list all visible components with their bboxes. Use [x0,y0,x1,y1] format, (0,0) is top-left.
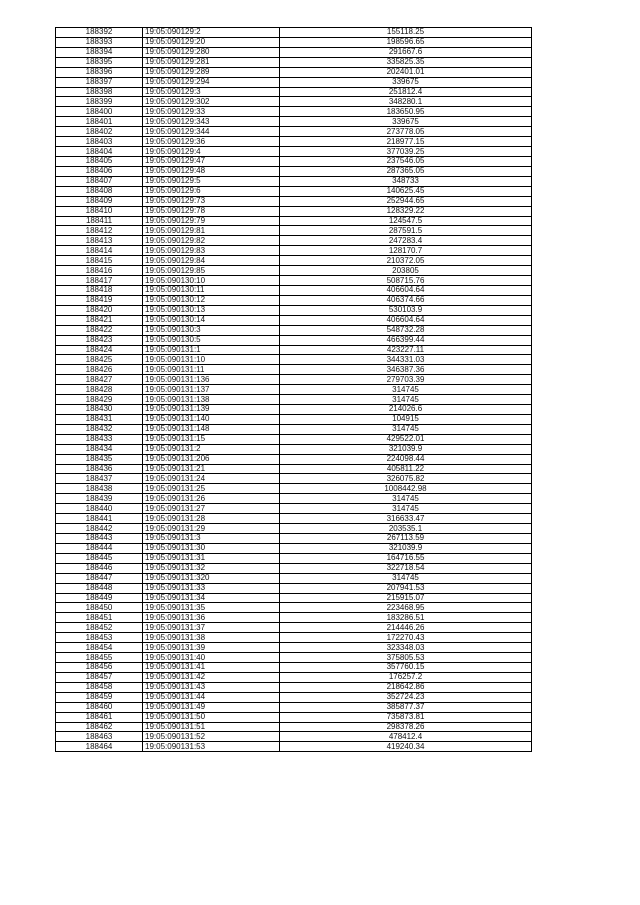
row-number-cell: 188442 [56,524,143,534]
amount-cell: 429522.01 [280,434,532,444]
amount-cell: 377039.25 [280,147,532,157]
amount-cell: 352724.23 [280,692,532,702]
row-number-cell: 188439 [56,494,143,504]
table-row [56,365,532,375]
amount-cell: 273778.05 [280,127,532,137]
table-row [56,156,532,166]
cadastral-number-cell: 19:05:090129:47 [143,156,280,166]
amount-cell: 215915.07 [280,593,532,603]
cadastral-number-cell: 19:05:090131:137 [143,385,280,395]
amount-cell: 247283.4 [280,236,532,246]
cadastral-number-cell: 19:05:090131:21 [143,464,280,474]
table-row [56,67,532,77]
table-row [56,454,532,464]
table-row [56,226,532,236]
row-number-cell: 188449 [56,593,143,603]
cadastral-number-cell: 19:05:090131:27 [143,504,280,514]
amount-cell: 124547.5 [280,216,532,226]
table-row [56,663,532,673]
amount-cell: 214446.26 [280,623,532,633]
row-number-cell: 188425 [56,355,143,365]
cadastral-number-cell: 19:05:090131:140 [143,414,280,424]
cadastral-number-cell: 19:05:090129:5 [143,176,280,186]
table-row [56,464,532,474]
row-number-cell: 188455 [56,653,143,663]
cadastral-number-cell: 19:05:090129:2 [143,28,280,38]
table-row [56,593,532,603]
cadastral-number-cell: 19:05:090131:2 [143,444,280,454]
cadastral-number-cell: 19:05:090129:78 [143,206,280,216]
row-number-cell: 188426 [56,365,143,375]
amount-cell: 530103.9 [280,305,532,315]
table-row [56,543,532,553]
cadastral-number-cell: 19:05:090131:33 [143,583,280,593]
table-row [56,514,532,524]
cadastral-number-cell: 19:05:090131:40 [143,653,280,663]
row-number-cell: 188457 [56,672,143,682]
cadastral-number-cell: 19:05:090129:294 [143,77,280,87]
amount-cell: 478412.4 [280,732,532,742]
table-row [56,414,532,424]
cadastral-number-cell: 19:05:090131:52 [143,732,280,742]
row-number-cell: 188463 [56,732,143,742]
table-row [56,484,532,494]
table-row [56,623,532,633]
table-row [56,504,532,514]
data-table [55,27,532,752]
cadastral-number-cell: 19:05:090131:34 [143,593,280,603]
row-number-cell: 188403 [56,137,143,147]
cadastral-number-cell: 19:05:090129:33 [143,107,280,117]
row-number-cell: 188422 [56,325,143,335]
cadastral-number-cell: 19:05:090131:44 [143,692,280,702]
row-number-cell: 188423 [56,335,143,345]
row-number-cell: 188396 [56,67,143,77]
cadastral-number-cell: 19:05:090129:81 [143,226,280,236]
cadastral-number-cell: 19:05:090129:344 [143,127,280,137]
cadastral-number-cell: 19:05:090131:320 [143,573,280,583]
row-number-cell: 188414 [56,246,143,256]
amount-cell: 287365.05 [280,166,532,176]
amount-cell: 202401.01 [280,67,532,77]
amount-cell: 279703.39 [280,375,532,385]
row-number-cell: 188446 [56,563,143,573]
cadastral-number-cell: 19:05:090130:10 [143,276,280,286]
amount-cell: 218977.15 [280,137,532,147]
amount-cell: 385877.37 [280,702,532,712]
cadastral-number-cell: 19:05:090131:3 [143,534,280,544]
cadastral-number-cell: 19:05:090129:289 [143,67,280,77]
row-number-cell: 188408 [56,186,143,196]
cadastral-number-cell: 19:05:090131:25 [143,484,280,494]
row-number-cell: 188461 [56,712,143,722]
amount-cell: 183650.95 [280,107,532,117]
amount-cell: 316633.47 [280,514,532,524]
amount-cell: 251812.4 [280,87,532,97]
table-row [56,702,532,712]
row-number-cell: 188464 [56,742,143,752]
table-row [56,97,532,107]
table-row [56,325,532,335]
cadastral-number-cell: 19:05:090129:48 [143,166,280,176]
amount-cell: 291667.6 [280,47,532,57]
cadastral-number-cell: 19:05:090131:26 [143,494,280,504]
amount-cell: 198596.65 [280,37,532,47]
row-number-cell: 188409 [56,196,143,206]
row-number-cell: 188412 [56,226,143,236]
row-number-cell: 188427 [56,375,143,385]
table-row [56,147,532,157]
cadastral-number-cell: 19:05:090130:11 [143,285,280,295]
amount-cell: 344331.03 [280,355,532,365]
table-body [56,28,532,752]
table-row [56,246,532,256]
amount-cell: 176257.2 [280,672,532,682]
cadastral-number-cell: 19:05:090129:36 [143,137,280,147]
cadastral-number-cell: 19:05:090130:13 [143,305,280,315]
table-row [56,682,532,692]
row-number-cell: 188399 [56,97,143,107]
amount-cell: 252944.65 [280,196,532,206]
row-number-cell: 188440 [56,504,143,514]
amount-cell: 267113.59 [280,534,532,544]
row-number-cell: 188417 [56,276,143,286]
row-number-cell: 188400 [56,107,143,117]
row-number-cell: 188424 [56,345,143,355]
amount-cell: 322718.54 [280,563,532,573]
row-number-cell: 188413 [56,236,143,246]
cadastral-number-cell: 19:05:090129:3 [143,87,280,97]
amount-cell: 155118.25 [280,28,532,38]
table-row [56,127,532,137]
row-number-cell: 188445 [56,553,143,563]
cadastral-number-cell: 19:05:090131:43 [143,682,280,692]
cadastral-number-cell: 19:05:090131:139 [143,405,280,415]
amount-cell: 348733 [280,176,532,186]
row-number-cell: 188402 [56,127,143,137]
amount-cell: 548732.28 [280,325,532,335]
row-number-cell: 188421 [56,315,143,325]
table-row [56,553,532,563]
cadastral-number-cell: 19:05:090129:85 [143,266,280,276]
amount-cell: 406374.66 [280,295,532,305]
row-number-cell: 188418 [56,285,143,295]
cadastral-number-cell: 19:05:090131:31 [143,553,280,563]
cadastral-number-cell: 19:05:090131:28 [143,514,280,524]
amount-cell: 140625.45 [280,186,532,196]
amount-cell: 405811.22 [280,464,532,474]
amount-cell: 218642.86 [280,682,532,692]
table-row [56,494,532,504]
cadastral-number-cell: 19:05:090130:5 [143,335,280,345]
amount-cell: 223468.95 [280,603,532,613]
cadastral-number-cell: 19:05:090131:15 [143,434,280,444]
table-row [56,474,532,484]
amount-cell: 237546.05 [280,156,532,166]
amount-cell: 1008442.98 [280,484,532,494]
row-number-cell: 188401 [56,117,143,127]
row-number-cell: 188452 [56,623,143,633]
amount-cell: 164716.55 [280,553,532,563]
cadastral-number-cell: 19:05:090129:280 [143,47,280,57]
table-row [56,176,532,186]
row-number-cell: 188430 [56,405,143,415]
table-row [56,305,532,315]
row-number-cell: 188420 [56,305,143,315]
table-row [56,355,532,365]
row-number-cell: 188437 [56,474,143,484]
row-number-cell: 188432 [56,424,143,434]
row-number-cell: 188419 [56,295,143,305]
amount-cell: 298378.26 [280,722,532,732]
table-row [56,583,532,593]
table-row [56,692,532,702]
row-number-cell: 188398 [56,87,143,97]
cadastral-number-cell: 19:05:090129:281 [143,57,280,67]
cadastral-number-cell: 19:05:090131:38 [143,633,280,643]
cadastral-number-cell: 19:05:090129:343 [143,117,280,127]
table-row [56,77,532,87]
cadastral-number-cell: 19:05:090131:206 [143,454,280,464]
table-row [56,216,532,226]
table-row [56,375,532,385]
table-row [56,87,532,97]
row-number-cell: 188438 [56,484,143,494]
cadastral-number-cell: 19:05:090130:3 [143,325,280,335]
table-row [56,166,532,176]
cadastral-number-cell: 19:05:090131:138 [143,395,280,405]
table-row [56,712,532,722]
table-row [56,196,532,206]
amount-cell: 508715.76 [280,276,532,286]
amount-cell: 287591.5 [280,226,532,236]
cadastral-number-cell: 19:05:090131:49 [143,702,280,712]
amount-cell: 314745 [280,385,532,395]
amount-cell: 326075.82 [280,474,532,484]
cadastral-number-cell: 19:05:090129:82 [143,236,280,246]
row-number-cell: 188436 [56,464,143,474]
amount-cell: 406604.64 [280,315,532,325]
amount-cell: 207941.53 [280,583,532,593]
row-number-cell: 188405 [56,156,143,166]
amount-cell: 314745 [280,573,532,583]
cadastral-number-cell: 19:05:090131:41 [143,663,280,673]
amount-cell: 735873.81 [280,712,532,722]
table-row [56,395,532,405]
row-number-cell: 188462 [56,722,143,732]
row-number-cell: 188429 [56,395,143,405]
amount-cell: 210372.05 [280,256,532,266]
cadastral-number-cell: 19:05:090131:11 [143,365,280,375]
amount-cell: 339675 [280,117,532,127]
table-row [56,137,532,147]
cadastral-number-cell: 19:05:090131:35 [143,603,280,613]
row-number-cell: 188454 [56,643,143,653]
row-number-cell: 188393 [56,37,143,47]
table-row [56,345,532,355]
table-row [56,653,532,663]
amount-cell: 172270.43 [280,633,532,643]
table-row [56,206,532,216]
cadastral-number-cell: 19:05:090131:10 [143,355,280,365]
amount-cell: 321039.9 [280,543,532,553]
table-row [56,643,532,653]
amount-cell: 314745 [280,494,532,504]
amount-cell: 104915 [280,414,532,424]
row-number-cell: 188404 [56,147,143,157]
amount-cell: 214026.6 [280,405,532,415]
table-row [56,613,532,623]
amount-cell: 339675 [280,77,532,87]
cadastral-number-cell: 19:05:090130:14 [143,315,280,325]
table-row [56,603,532,613]
amount-cell: 314745 [280,504,532,514]
table-row [56,315,532,325]
table-row [56,295,532,305]
row-number-cell: 188450 [56,603,143,613]
row-number-cell: 188433 [56,434,143,444]
row-number-cell: 188395 [56,57,143,67]
cadastral-number-cell: 19:05:090131:1 [143,345,280,355]
table-row [56,37,532,47]
table-row [56,742,532,752]
table-row [56,117,532,127]
amount-cell: 357760.15 [280,663,532,673]
amount-cell: 323348.03 [280,643,532,653]
table-row [56,434,532,444]
amount-cell: 183286.51 [280,613,532,623]
cadastral-number-cell: 19:05:090129:83 [143,246,280,256]
table-row [56,563,532,573]
table-row [56,236,532,246]
amount-cell: 375805.53 [280,653,532,663]
cadastral-number-cell: 19:05:090129:84 [143,256,280,266]
table-row [56,573,532,583]
amount-cell: 128170.7 [280,246,532,256]
table-row [56,256,532,266]
cadastral-number-cell: 19:05:090131:30 [143,543,280,553]
row-number-cell: 188406 [56,166,143,176]
row-number-cell: 188443 [56,534,143,544]
amount-cell: 314745 [280,395,532,405]
row-number-cell: 188435 [56,454,143,464]
row-number-cell: 188394 [56,47,143,57]
table-row [56,633,532,643]
table-row [56,28,532,38]
cadastral-number-cell: 19:05:090131:39 [143,643,280,653]
amount-cell: 128329.22 [280,206,532,216]
table-row [56,732,532,742]
cadastral-number-cell: 19:05:090129:6 [143,186,280,196]
row-number-cell: 188428 [56,385,143,395]
row-number-cell: 188416 [56,266,143,276]
table-row [56,524,532,534]
row-number-cell: 188407 [56,176,143,186]
amount-cell: 321039.9 [280,444,532,454]
cadastral-number-cell: 19:05:090131:29 [143,524,280,534]
row-number-cell: 188460 [56,702,143,712]
table-row [56,186,532,196]
table-row [56,107,532,117]
row-number-cell: 188411 [56,216,143,226]
table-row [56,385,532,395]
cadastral-number-cell: 19:05:090131:50 [143,712,280,722]
table-row [56,534,532,544]
cadastral-number-cell: 19:05:090129:79 [143,216,280,226]
row-number-cell: 188451 [56,613,143,623]
amount-cell: 423227.11 [280,345,532,355]
table-row [56,424,532,434]
table-row [56,444,532,454]
row-number-cell: 188458 [56,682,143,692]
table-row [56,266,532,276]
cadastral-number-cell: 19:05:090131:136 [143,375,280,385]
amount-cell: 203805 [280,266,532,276]
table-row [56,47,532,57]
table-row [56,335,532,345]
cadastral-number-cell: 19:05:090129:73 [143,196,280,206]
row-number-cell: 188415 [56,256,143,266]
cadastral-number-cell: 19:05:090129:4 [143,147,280,157]
table-row [56,722,532,732]
cadastral-number-cell: 19:05:090131:24 [143,474,280,484]
table-row [56,285,532,295]
amount-cell: 314745 [280,424,532,434]
row-number-cell: 188441 [56,514,143,524]
row-number-cell: 188392 [56,28,143,38]
amount-cell: 203535.1 [280,524,532,534]
row-number-cell: 188444 [56,543,143,553]
row-number-cell: 188459 [56,692,143,702]
amount-cell: 419240.34 [280,742,532,752]
cadastral-number-cell: 19:05:090129:20 [143,37,280,47]
table-row [56,57,532,67]
row-number-cell: 188434 [56,444,143,454]
amount-cell: 346387.36 [280,365,532,375]
cadastral-number-cell: 19:05:090131:51 [143,722,280,732]
amount-cell: 348280.1 [280,97,532,107]
row-number-cell: 188453 [56,633,143,643]
row-number-cell: 188397 [56,77,143,87]
cadastral-number-cell: 19:05:090131:42 [143,672,280,682]
row-number-cell: 188448 [56,583,143,593]
table-row [56,405,532,415]
row-number-cell: 188447 [56,573,143,583]
cadastral-number-cell: 19:05:090131:32 [143,563,280,573]
cadastral-number-cell: 19:05:090131:53 [143,742,280,752]
row-number-cell: 188456 [56,663,143,673]
cadastral-number-cell: 19:05:090129:302 [143,97,280,107]
cadastral-number-cell: 19:05:090131:36 [143,613,280,623]
table-row [56,276,532,286]
amount-cell: 224098.44 [280,454,532,464]
amount-cell: 335825.35 [280,57,532,67]
cadastral-number-cell: 19:05:090131:148 [143,424,280,434]
row-number-cell: 188431 [56,414,143,424]
cadastral-number-cell: 19:05:090131:37 [143,623,280,633]
amount-cell: 406604.64 [280,285,532,295]
row-number-cell: 188410 [56,206,143,216]
amount-cell: 466399.44 [280,335,532,345]
table-row [56,672,532,682]
cadastral-number-cell: 19:05:090130:12 [143,295,280,305]
